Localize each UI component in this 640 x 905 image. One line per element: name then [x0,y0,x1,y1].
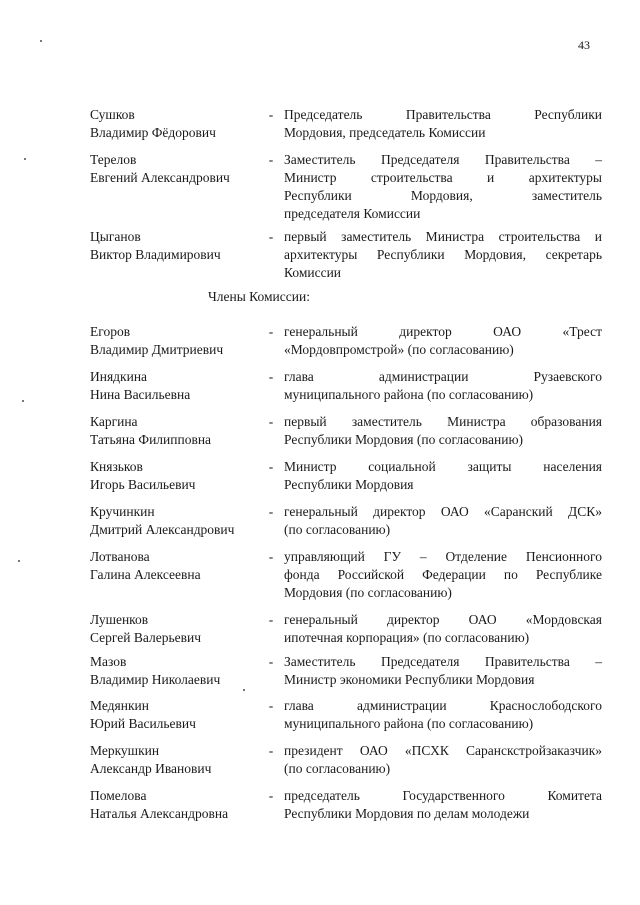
person-surname: Каргина [90,414,138,429]
person-name [90,653,265,689]
role-line: Комиссии [284,265,342,280]
role-line: генеральный директор ОАО «Саранский ДСК» [284,504,602,519]
person-surname: Лотванова [90,549,150,564]
person-given-name: Игорь Васильевич [90,477,196,492]
dash-separator: - [268,414,274,429]
dash-separator: - [268,107,274,122]
scan-speck [40,40,42,42]
scan-speck [18,560,20,562]
person-name [90,368,265,404]
dash-separator: - [268,788,274,803]
role-line: архитектуры Республики Мордовия, секретарь [284,247,602,262]
dash-separator: - [268,549,274,564]
dash-separator: - [268,229,274,244]
person-given-name: Дмитрий Александрович [90,522,235,537]
person-surname: Инядкина [90,369,148,384]
person-role [284,368,602,404]
role-line: первый заместитель Министра образования [284,414,602,429]
person-given-name: Владимир Дмитриевич [90,342,224,357]
role-line: ипотечная корпорация» (по согласованию) [284,630,530,645]
scan-speck [243,689,245,691]
role-line: Министр социальной защиты населения [284,459,602,474]
person-role [284,106,602,142]
role-line: Мордовия, председатель Комиссии [284,125,486,140]
person-name [90,323,265,359]
role-line: президент ОАО «ПСХК Саранскстройзаказчик» [284,743,602,758]
person-name [90,503,265,539]
person-surname: Сушков [90,107,135,122]
person-surname: Цыганов [90,229,141,244]
person-role [284,323,602,359]
role-line: Мордовия (по согласованию) [284,585,452,600]
person-name [90,151,265,187]
person-surname: Медянкин [90,698,149,713]
person-given-name: Татьяна Филипповна [90,432,212,447]
role-line: Республики Мордовия по делам молодежи [284,806,530,821]
person-given-name: Сергей Валерьевич [90,630,201,645]
person-name [90,787,265,823]
person-role [284,653,602,689]
role-line: первый заместитель Министра строительства и [284,229,602,244]
role-line: Заместитель Председателя Правительства – [284,654,602,669]
person-given-name: Виктор Владимирович [90,247,221,262]
person-name [90,228,265,264]
role-line: фонда Российской Федерации по Республике [284,567,602,582]
dash-separator: - [268,612,274,627]
person-role [284,413,602,449]
dash-separator: - [268,654,274,669]
person-role [284,548,602,602]
role-line: Республики Мордовия, заместитель [284,188,602,203]
role-line: (по согласованию) [284,522,391,537]
person-role [284,742,602,778]
dash-separator: - [268,743,274,758]
role-line: «Мордовпромстрой» (по согласованию) [284,342,514,357]
person-role [284,503,602,539]
role-line: председателя Комиссии [284,206,421,221]
person-name [90,106,265,142]
role-line: генеральный директор ОАО «Мордовская [284,612,602,627]
person-surname: Егоров [90,324,131,339]
scan-speck [22,400,24,402]
role-line: глава администрации Рузаевского [284,369,602,384]
role-line: Республики Мордовия (по согласованию) [284,432,524,447]
person-name [90,742,265,778]
person-name [90,413,265,449]
person-surname: Лушенков [90,612,149,627]
page-number: 43 [578,38,590,52]
person-role [284,611,602,647]
person-surname: Князьков [90,459,143,474]
role-line: председатель Государственного Комитета [284,788,602,803]
person-name [90,458,265,494]
person-given-name: Александр Иванович [90,761,212,776]
dash-separator: - [268,152,274,167]
person-name [90,611,265,647]
person-given-name: Владимир Николаевич [90,672,221,687]
role-line: глава администрации Краснослободского [284,698,602,713]
members-heading: Члены Комиссии: [208,289,310,304]
scan-speck [24,158,26,160]
role-line: управляющий ГУ – Отделение Пенсионного [284,549,602,564]
person-role [284,787,602,823]
dash-separator: - [268,324,274,339]
dash-separator: - [268,459,274,474]
role-line: муниципального района (по согласованию) [284,387,534,402]
role-line: генеральный директор ОАО «Трест [284,324,602,339]
role-line: Министр экономики Республики Мордовия [284,672,535,687]
dash-separator: - [268,369,274,384]
person-surname: Помелова [90,788,147,803]
person-role [284,697,602,733]
role-line: Заместитель Председателя Правительства – [284,152,602,167]
person-name [90,548,265,584]
role-line: муниципального района (по согласованию) [284,716,534,731]
role-line: Республики Мордовия [284,477,414,492]
person-given-name: Евгений Александрович [90,170,230,185]
person-role [284,458,602,494]
dash-separator: - [268,698,274,713]
person-role [284,151,602,223]
person-given-name: Галина Алексеевна [90,567,201,582]
person-given-name: Наталья Александровна [90,806,229,821]
role-line: (по согласованию) [284,761,391,776]
person-given-name: Владимир Фёдорович [90,125,216,140]
person-name [90,697,265,733]
person-role [284,228,602,282]
person-given-name: Нина Васильевна [90,387,191,402]
person-surname: Кручинкин [90,504,155,519]
person-surname: Меркушкин [90,743,160,758]
dash-separator: - [268,504,274,519]
person-surname: Терелов [90,152,137,167]
person-given-name: Юрий Васильевич [90,716,196,731]
person-surname: Мазов [90,654,127,669]
role-line: Министр строительства и архитектуры [284,170,602,185]
role-line: Председатель Правительства Республики [284,107,602,122]
